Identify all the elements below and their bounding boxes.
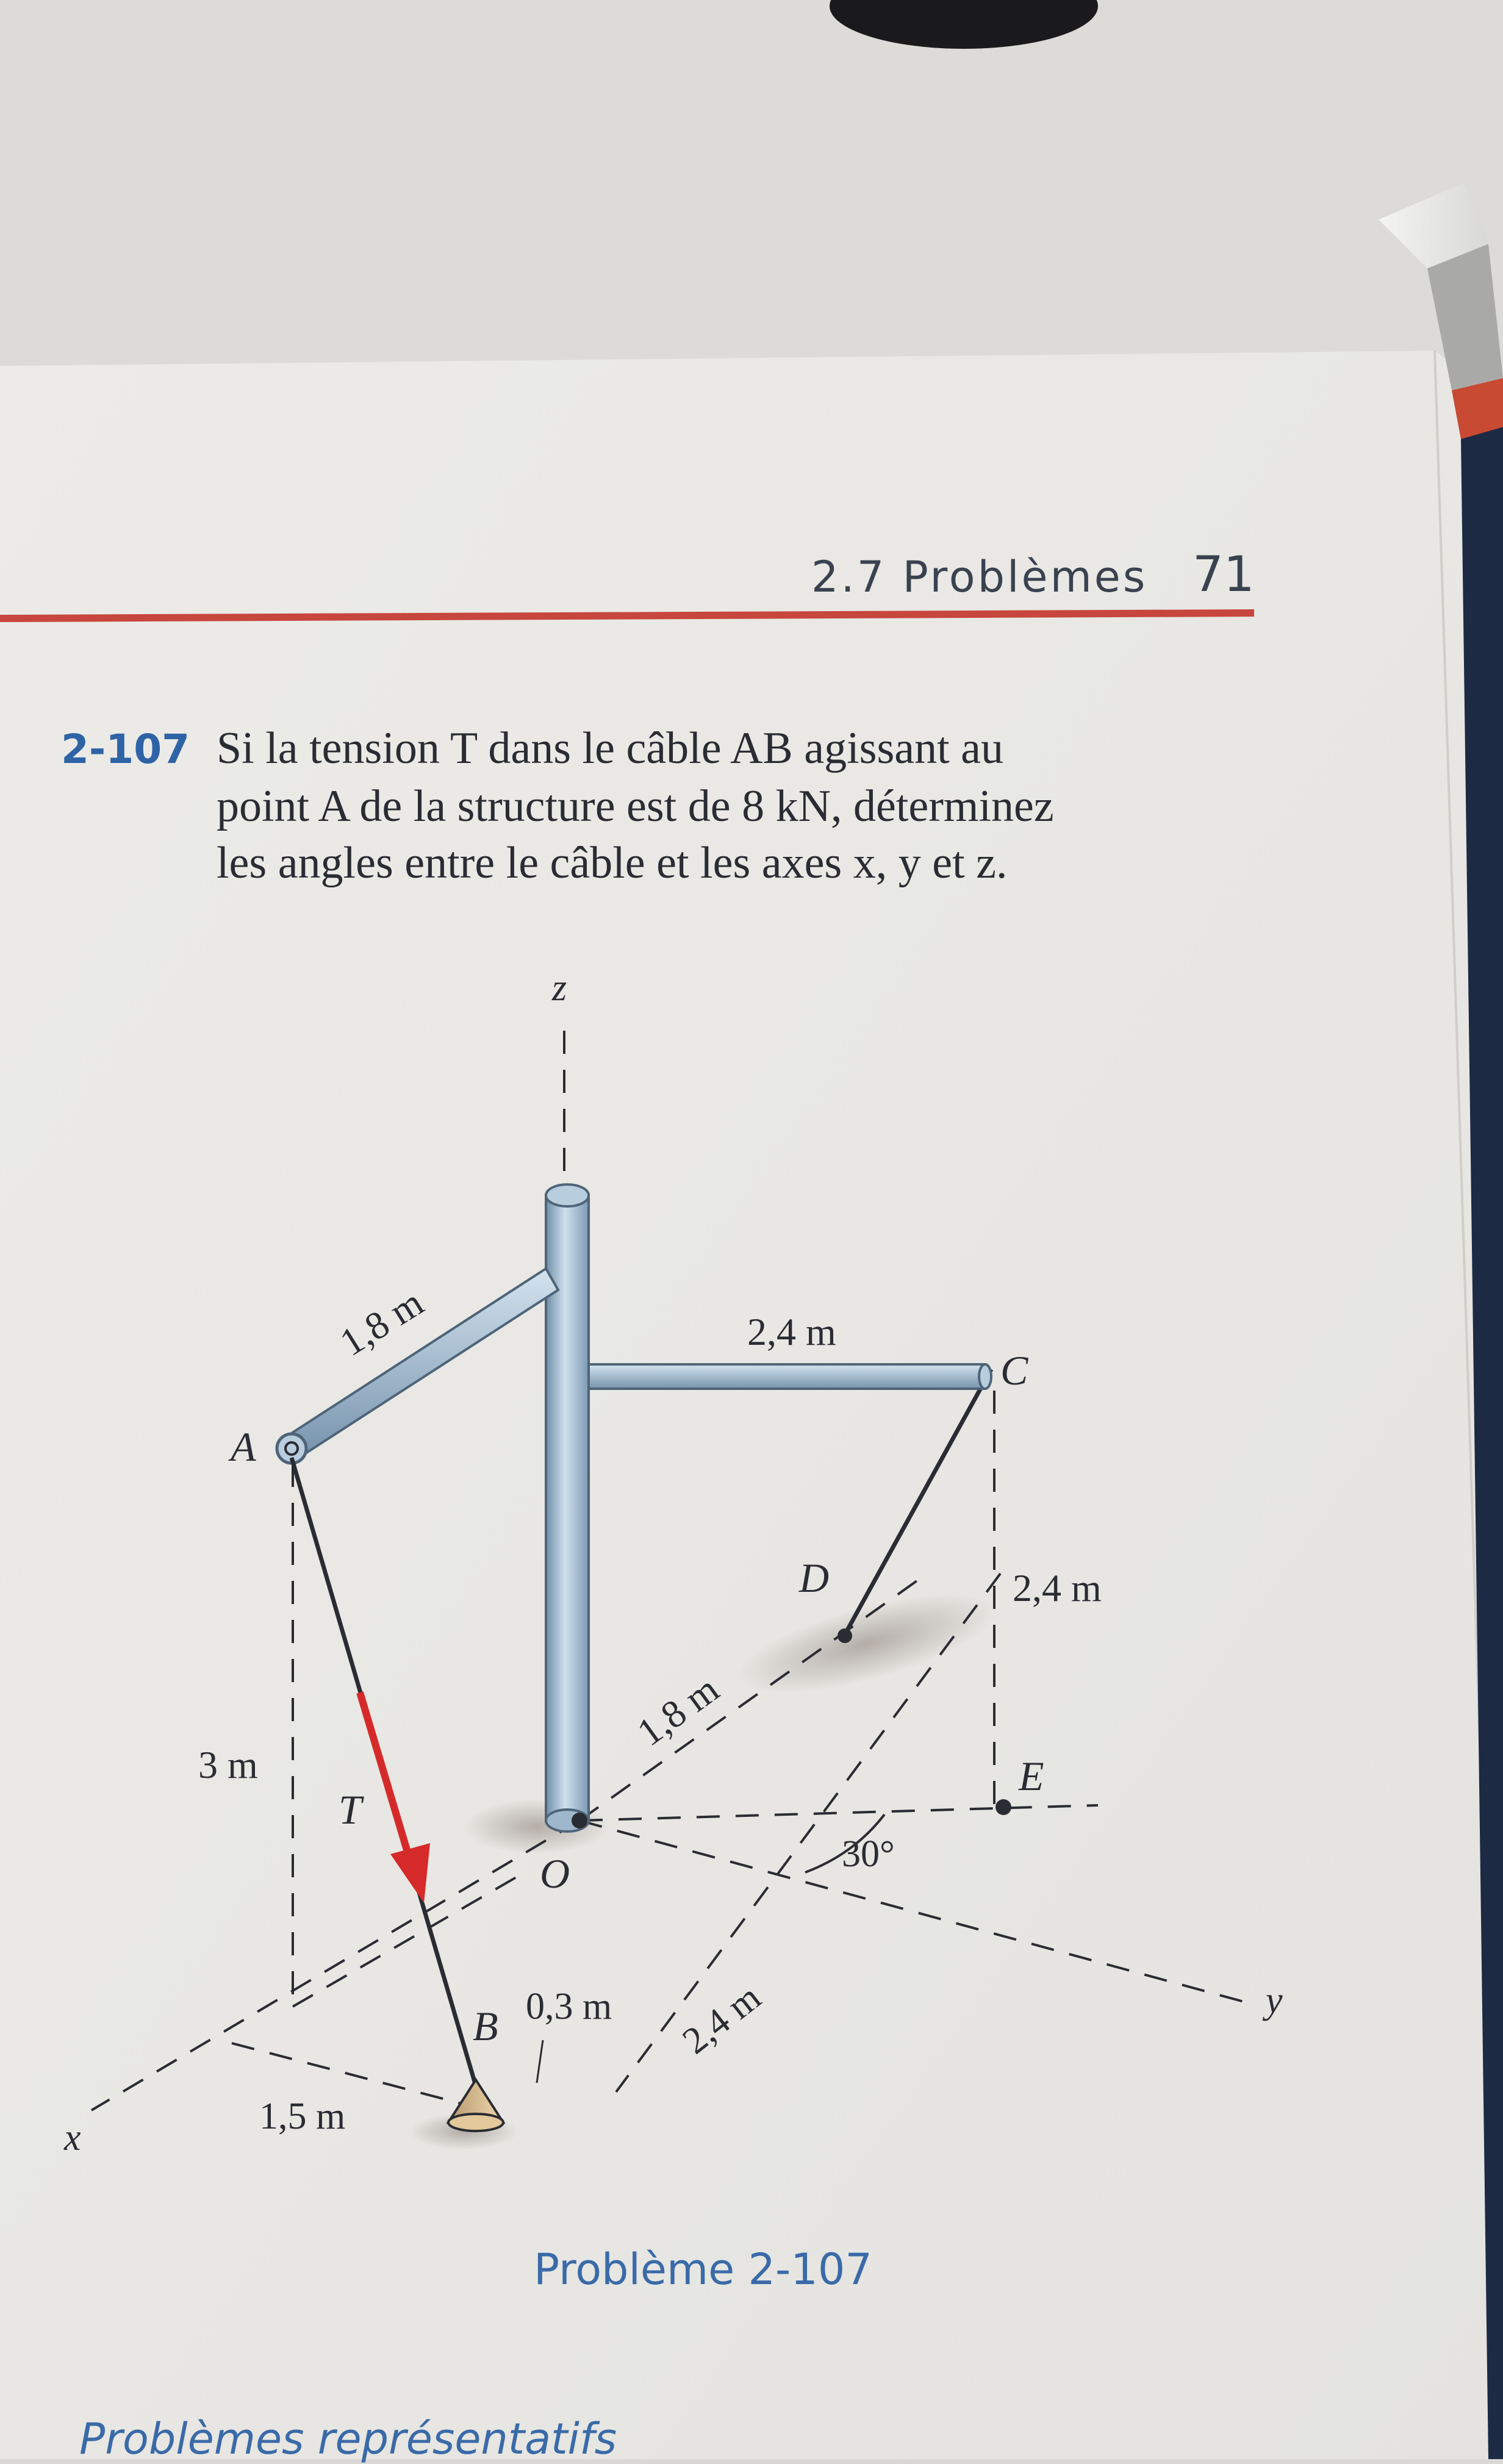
point-label-o: O: [540, 1850, 570, 1897]
dim-arm-c: 2,4 m: [747, 1310, 836, 1353]
point-e-dot: [995, 1799, 1011, 1815]
dim-b-offset: 0,3 m: [526, 1986, 612, 2027]
cable-cd: [845, 1369, 991, 1635]
point-label-e: E: [1019, 1753, 1044, 1799]
point-label-b: B: [473, 2003, 498, 2049]
arm-to-a: [287, 1269, 558, 1458]
figure-caption: Problème 2-107: [534, 2244, 872, 2294]
force-t-shaft: [360, 1692, 412, 1866]
problem-number: 2-107: [61, 726, 190, 773]
dim-arm-a: 1,8 m: [332, 1280, 431, 1364]
dim-y-offset: 2,4 m: [675, 1976, 769, 2063]
oe-line: [579, 1805, 1098, 1821]
dim-height-a: 3 m: [198, 1743, 258, 1786]
problem-statement-line-1: Si la tension T dans le câble AB agissant au: [217, 723, 1004, 773]
axis-label-y: y: [1266, 1980, 1283, 2021]
force-label-t: T: [339, 1786, 362, 1833]
axis-label-z: z: [552, 967, 567, 1009]
running-header-section: 2.7 Problèmes: [811, 552, 1148, 602]
pole-top-cap: [546, 1184, 589, 1206]
od-line: [579, 1574, 927, 1821]
y-axis: [579, 1821, 1250, 2004]
point-label-c: C: [1000, 1347, 1028, 1394]
problem-statement-line-2: point A de la structure est de 8 kN, déterminez: [217, 781, 1054, 831]
force-t-arrowhead: [390, 1843, 430, 1903]
dim-x-offset: 1,5 m: [259, 2096, 346, 2137]
a-base-line: [293, 1872, 525, 2007]
next-section-heading: Problèmes représentatifs: [79, 2414, 617, 2464]
arm-to-c: [589, 1364, 985, 1389]
problem-statement-line-3: les angles entre le câble et les axes x, y et z.: [217, 838, 1008, 888]
x-axis: [91, 1821, 579, 2110]
dim-od: 1,8 m: [629, 1667, 727, 1755]
axis-label-x: x: [64, 2117, 81, 2158]
dim-height-ce: 2,4 m: [1013, 1566, 1102, 1610]
point-o-dot: [572, 1813, 587, 1828]
page-number: 71: [1193, 546, 1255, 603]
x-offset-line: [232, 2043, 464, 2104]
point-d-dot: [838, 1628, 852, 1643]
point-label-d: D: [799, 1555, 830, 1601]
point-label-a: A: [231, 1424, 256, 1470]
dim-angle: 30°: [842, 1833, 895, 1875]
